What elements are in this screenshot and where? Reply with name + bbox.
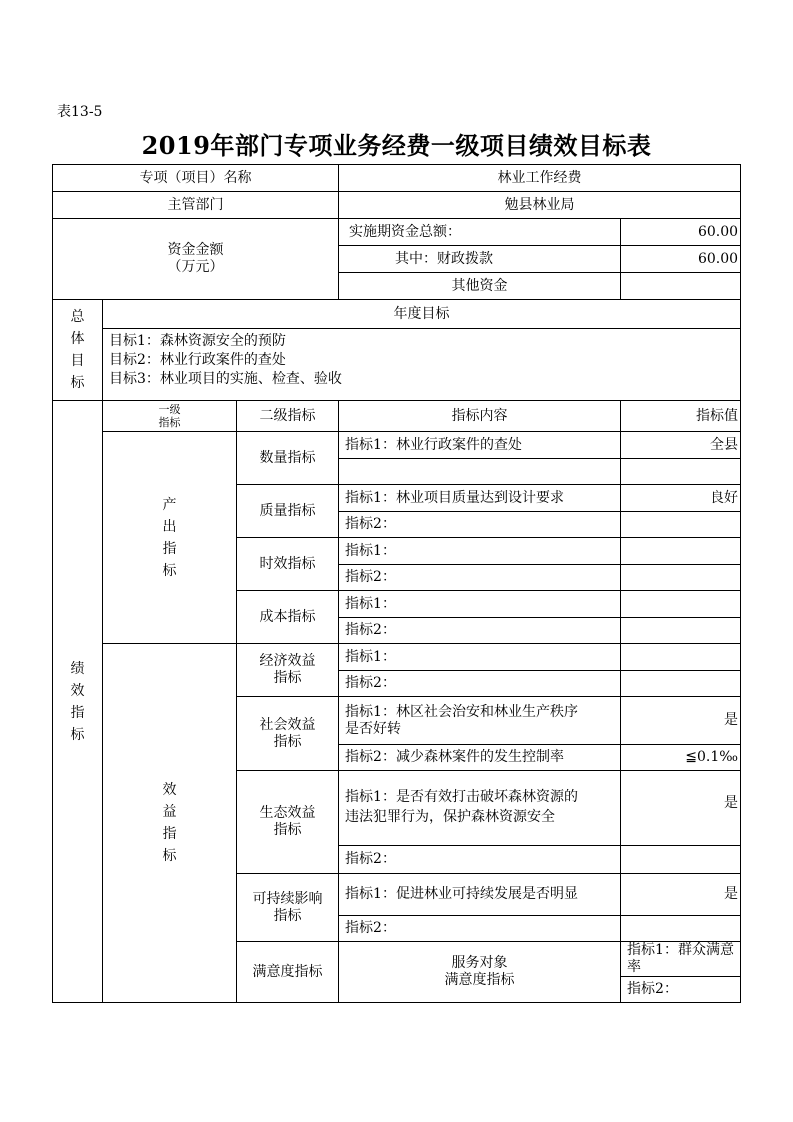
indicator-value	[621, 846, 741, 874]
ecological-label-line1: 生态效益	[259, 805, 316, 821]
quantity-indicator-label: 数量指标	[237, 432, 339, 485]
indicator-value: 是	[621, 697, 741, 745]
goal-item: 目标3：林业项目的实施、检查、验收	[109, 371, 342, 387]
indicator-content: 指标2：	[339, 916, 621, 942]
goal-item: 目标1：森林资源安全的预防	[109, 333, 286, 349]
indicator-value	[621, 512, 741, 538]
total-fund-value: 60.00	[621, 219, 741, 246]
sustainable-indicator-label	[237, 874, 339, 942]
indicator-content-line1: 指标1：林区社会治安和林业生产秩序	[345, 703, 578, 720]
indicator-value	[621, 591, 741, 618]
quality-indicator-label: 质量指标	[237, 485, 339, 538]
output-indicator-label: 产 出 指 标	[103, 432, 237, 644]
indicator-content: 指标1：群众满意率	[621, 942, 741, 977]
other-fund-value	[621, 273, 741, 300]
indicator-value: 是	[621, 874, 741, 916]
value-header: 指标值	[621, 401, 741, 432]
performance-table	[52, 164, 741, 1003]
fund-label-line2: （万元）	[167, 259, 224, 275]
total-fund-label: 实施期资金总额：	[339, 219, 621, 246]
table-code: 表13-5	[57, 104, 103, 120]
fund-amount-label	[53, 219, 339, 300]
fiscal-fund-value: 60.00	[621, 246, 741, 273]
sustainable-label-line2: 指标	[273, 907, 302, 924]
indicator-content: 指标2：	[339, 618, 621, 644]
indicator-value: 良好	[621, 485, 741, 512]
indicator-value	[621, 644, 741, 671]
indicator-value	[621, 538, 741, 565]
indicator-content-line2: 违法犯罪行为，保护森林资源安全	[345, 809, 556, 825]
service-satisfaction-line1: 服务对象	[451, 955, 508, 971]
ecological-label-line2: 指标	[273, 822, 302, 838]
indicator-value	[621, 618, 741, 644]
social-label-line1: 社会效益	[259, 716, 316, 733]
economic-indicator-label	[237, 644, 339, 697]
department-label: 主管部门	[53, 192, 339, 219]
sustainable-label-line1: 可持续影响	[252, 890, 323, 907]
indicator-content: 指标2：	[339, 565, 621, 591]
department-value: 勉县林业局	[339, 192, 741, 219]
level1-header-line2: 指标	[158, 416, 181, 429]
level1-header	[103, 401, 237, 432]
fiscal-fund-label: 其中：财政拨款	[339, 246, 621, 273]
content-header: 指标内容	[339, 401, 621, 432]
indicator-content-line2: 是否好转	[345, 720, 402, 737]
benefit-indicator-label: 效 益 指 标	[103, 644, 237, 1003]
project-name-label: 专项（项目）名称	[53, 165, 339, 192]
level1-header-line1: 一级	[158, 403, 181, 416]
service-satisfaction-label	[339, 942, 621, 1003]
other-fund-label: 其他资金	[339, 273, 621, 300]
page-title: 2019年部门专项业务经费一级项目绩效目标表	[141, 131, 652, 160]
indicator-value	[621, 671, 741, 697]
indicator-content: 指标1：林业行政案件的查处	[339, 432, 621, 459]
indicator-value: 是	[621, 771, 741, 846]
goal-item: 目标2：林业行政案件的查处	[109, 352, 286, 368]
level2-header: 二级指标	[237, 401, 339, 432]
indicator-value	[621, 916, 741, 942]
satisfaction-indicator-label: 满意度指标	[237, 942, 339, 1003]
indicator-content: 指标2：减少森林案件的发生控制率	[339, 745, 621, 771]
indicator-content: 指标1：	[339, 538, 621, 565]
indicator-content: 指标2：	[339, 846, 621, 874]
project-name-value: 林业工作经费	[339, 165, 741, 192]
service-satisfaction-line2: 满意度指标	[444, 972, 515, 988]
goal-list	[103, 329, 741, 401]
indicator-content	[339, 697, 621, 745]
indicator-content: 指标2：	[339, 512, 621, 538]
timeliness-indicator-label: 时效指标	[237, 538, 339, 591]
indicator-content: 指标1：	[339, 644, 621, 671]
indicator-content	[339, 459, 621, 485]
indicator-content: 指标2：	[339, 671, 621, 697]
indicator-value	[621, 459, 741, 485]
fund-label-line1: 资金金额	[167, 242, 224, 258]
social-label-line2: 指标	[273, 733, 302, 750]
indicator-content-line1: 指标1：是否有效打击破坏森林资源的	[345, 789, 578, 805]
indicator-content: 指标1：促进林业可持续发展是否明显	[339, 874, 621, 916]
indicator-value: ≦0.1‰	[621, 745, 741, 771]
economic-label-line2: 指标	[273, 670, 302, 686]
indicator-value	[621, 565, 741, 591]
annual-goal-label: 年度目标	[103, 300, 741, 329]
indicator-content: 指标2：	[621, 977, 741, 1003]
indicator-content: 指标1：	[339, 591, 621, 618]
indicator-content: 指标1：林业项目质量达到设计要求	[339, 485, 621, 512]
performance-side-label: 绩 效 指 标	[53, 401, 103, 1003]
social-indicator-label	[237, 697, 339, 771]
indicator-content	[339, 771, 621, 846]
ecological-indicator-label	[237, 771, 339, 874]
economic-label-line1: 经济效益	[259, 653, 316, 669]
indicator-value: 全县	[621, 432, 741, 459]
cost-indicator-label: 成本指标	[237, 591, 339, 644]
overall-goal-side-label: 总 体 目 标	[53, 300, 103, 401]
